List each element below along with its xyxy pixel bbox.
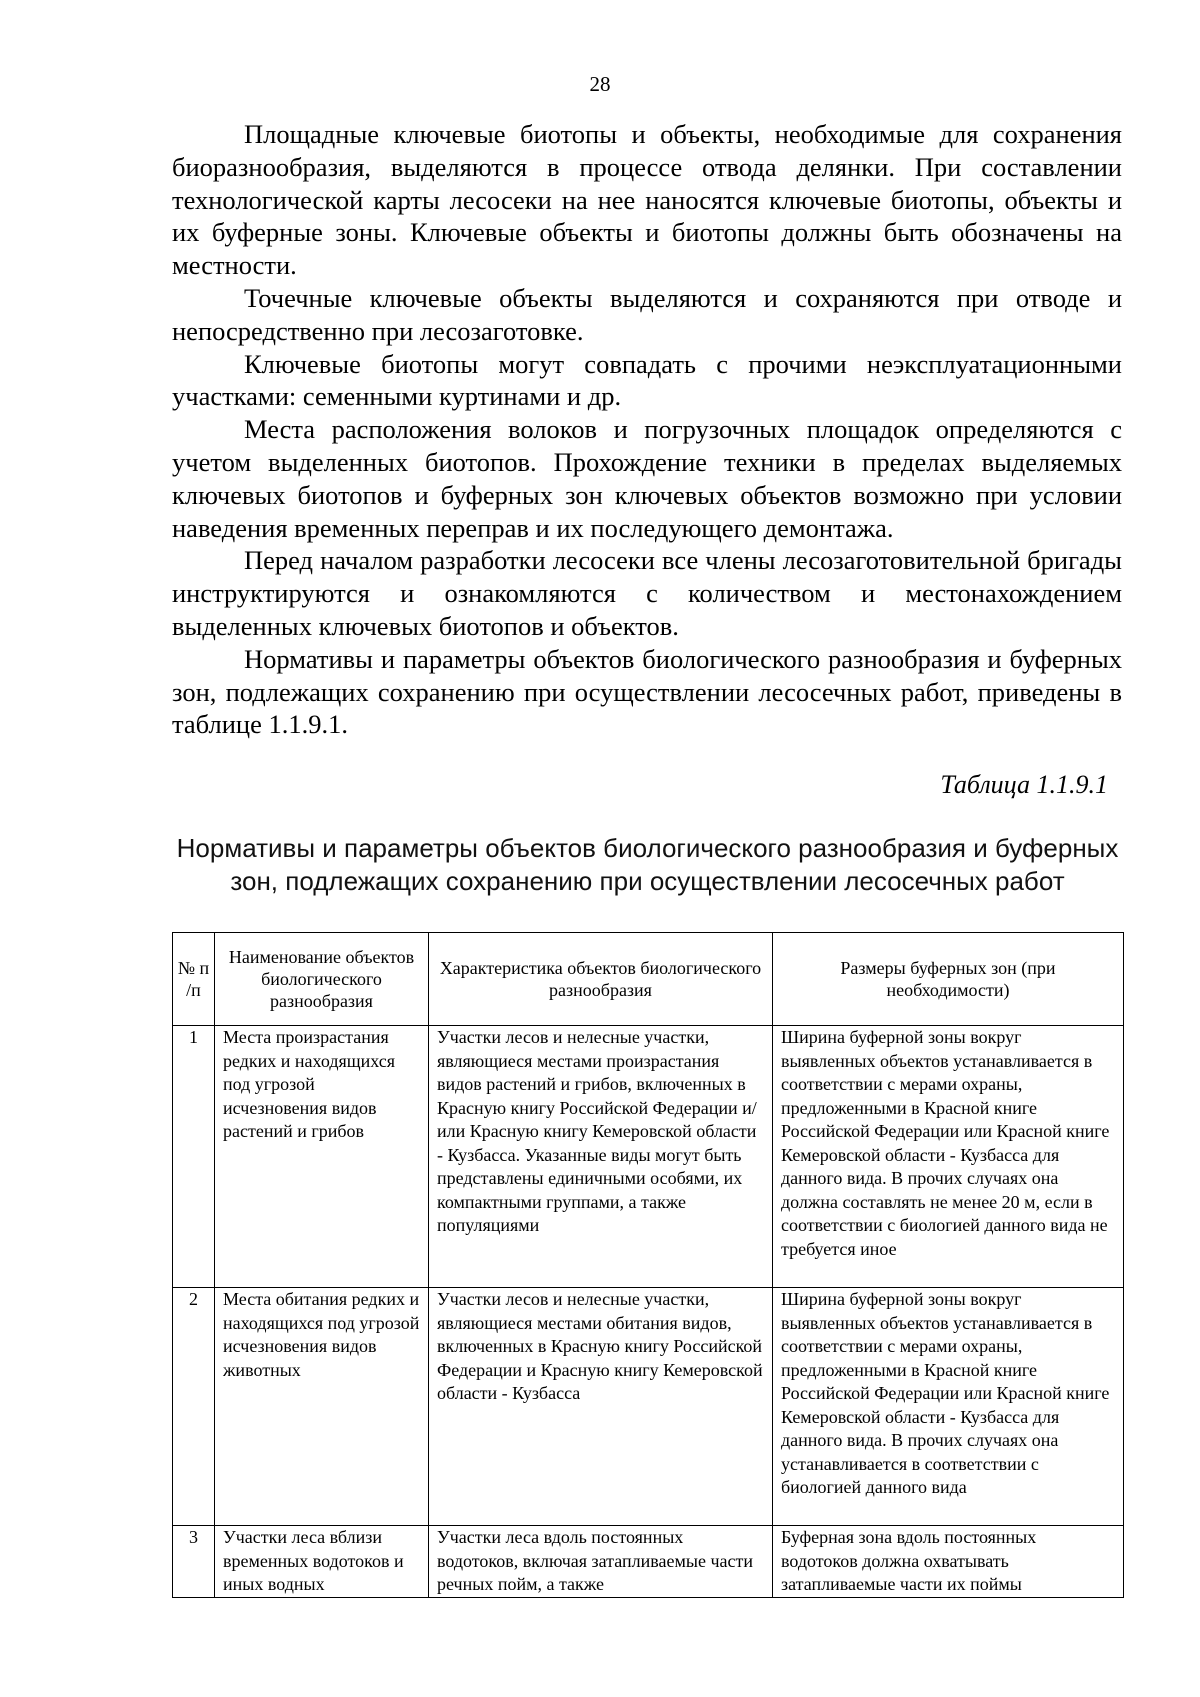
- header-characteristic: Характеристика объектов биологического разнообразия: [429, 933, 773, 1026]
- header-buffer: Размеры буферных зон (при необходимости): [773, 933, 1124, 1026]
- row-buffer: Ширина буферной зоны вокруг выявленных объектов устанавливается в соответствии с мерами охраны, предложенными в Красной книге Российской Федерации или Красной книге Кемеровской области - Кузбасса для данного вида. В прочих случаях она устанавливается в соответствии с биологией данного вида: [773, 1288, 1124, 1526]
- body-text: [172, 118, 1122, 741]
- row-num: 3: [173, 1526, 215, 1598]
- table-header-row: [173, 933, 1124, 1026]
- header-name: Наименование объектов биологического разнообразия: [215, 933, 429, 1026]
- row-name: Места произрастания редких и находящихся под угрозой исчезновения видов растений и грибов: [215, 1026, 429, 1288]
- row-name: Места обитания редких и находящихся под угрозой исчезновения видов животных: [215, 1288, 429, 1526]
- paragraph: Ключевые биотопы могут совпадать с прочими неэксплуатационными участками: семенными куртинами и др.: [172, 348, 1122, 412]
- row-num: 2: [173, 1288, 215, 1526]
- table-title: Нормативы и параметры объектов биологического разнообразия и буферных зон, подлежащих сохранению при осуществлении лесосечных работ: [176, 833, 1119, 896]
- page-number: 28: [589, 72, 611, 96]
- row-num: 1: [173, 1026, 215, 1288]
- paragraph: Перед началом разработки лесосеки все члены лесозаготовительной бригады инструктируются и ознакомляются с количеством и местонахождением выделенных ключевых биотопов и объектов.: [172, 545, 1122, 641]
- row-characteristic: Участки леса вдоль постоянных водотоков, включая затапливаемые части речных пойм, а также: [429, 1526, 773, 1598]
- table-caption: Таблица 1.1.9.1: [940, 770, 1108, 799]
- row-buffer: Буферная зона вдоль постоянных водотоков должна охватывать затапливаемые части их поймы: [773, 1526, 1124, 1598]
- paragraph: Площадные ключевые биотопы и объекты, необходимые для сохранения биоразнообразия, выделяются в процессе отвода делянки. При составлении технологической карты лесосеки на нее наносятся ключевые биотопы, объекты и их буферные зоны. Ключевые объекты и биотопы должны быть обозначены на местности.: [172, 119, 1122, 281]
- table-row: [173, 1026, 1124, 1288]
- table-row: [173, 1526, 1124, 1598]
- row-characteristic: Участки лесов и нелесные участки, являющиеся местами произрастания видов растений и грибов, включенных в Красную книгу Российской Федерации и/или Красную книгу Кемеровской области - Кузбасса. Указанные виды могут быть представлены единичными особями, их компактными группами, а также популяциями: [429, 1026, 773, 1288]
- paragraph: Места расположения волоков и погрузочных площадок определяются с учетом выделенных биотопов. Прохождение техники в пределах выделяемых ключевых биотопов и буферных зон ключевых объектов возможно при условии наведения временных переправ и их последующего демонтажа.: [172, 414, 1122, 543]
- biodiversity-table: [172, 932, 1124, 1598]
- row-name: Участки леса вблизи временных водотоков и иных водных: [215, 1526, 429, 1598]
- table-row: [173, 1288, 1124, 1526]
- row-characteristic: Участки лесов и нелесные участки, являющиеся местами обитания видов, включенных в Красную книгу Российской Федерации и Красную книгу Кемеровской области - Кузбасса: [429, 1288, 773, 1526]
- row-buffer: Ширина буферной зоны вокруг выявленных объектов устанавливается в соответствии с мерами охраны, предложенными в Красной книге Российской Федерации или Красной книге Кемеровской области - Кузбасса для данного вида. В прочих случаях она должна составлять не менее 20 м, если в соответствии с биологией данного вида не требуется иное: [773, 1026, 1124, 1288]
- header-num: № п /п: [173, 933, 215, 1026]
- paragraph: Нормативы и параметры объектов биологического разнообразия и буферных зон, подлежащих сохранению при осуществлении лесосечных работ, приведены в таблице 1.1.9.1.: [172, 643, 1122, 740]
- paragraph: Точечные ключевые объекты выделяются и сохраняются при отводе и непосредственно при лесозаготовке.: [172, 282, 1122, 346]
